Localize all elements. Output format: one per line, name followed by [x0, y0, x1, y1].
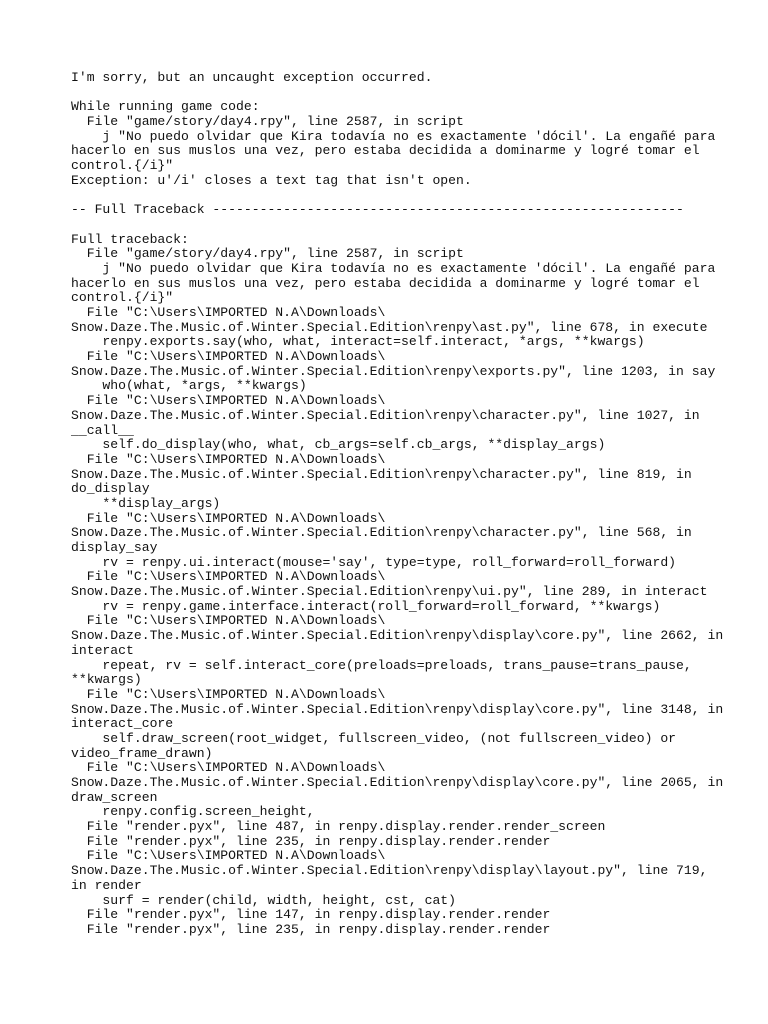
- traceback-line: Full traceback:: [71, 231, 189, 247]
- traceback-line: Snow.Daze.The.Music.of.Winter.Special.Edition\renpy\character.py", line 819, in: [71, 466, 692, 482]
- traceback-line: **kwargs): [71, 672, 142, 688]
- traceback-line: While running game code:: [71, 99, 260, 115]
- traceback-line: File "render.pyx", line 235, in renpy.display.render.render: [71, 921, 551, 937]
- traceback-line: control.{/i}": [71, 290, 174, 306]
- traceback-line: self.do_display(who, what, cb_args=self.cb_args, **display_args): [71, 437, 606, 453]
- traceback-line: surf = render(child, width, height, cst, cat): [71, 892, 457, 908]
- traceback-line: repeat, rv = self.interact_core(preloads=preloads, trans_pause=trans_pause,: [71, 657, 692, 673]
- traceback-line: Snow.Daze.The.Music.of.Winter.Special.Edition\renpy\display\core.py", line 2662, in: [71, 628, 724, 644]
- traceback-line: rv = renpy.game.interface.interact(roll_forward=roll_forward, **kwargs): [71, 598, 661, 614]
- traceback-line: __call__: [71, 422, 134, 438]
- traceback-line: File "C:\Users\IMPORTED N.A\Downloads\: [71, 760, 386, 776]
- traceback-line: File "C:\Users\IMPORTED N.A\Downloads\: [71, 569, 386, 585]
- traceback-line: Snow.Daze.The.Music.of.Winter.Special.Edition\renpy\character.py", line 568, in: [71, 525, 692, 541]
- traceback-line: Snow.Daze.The.Music.of.Winter.Special.Edition\renpy\character.py", line 1027, in: [71, 407, 700, 423]
- traceback-line: File "render.pyx", line 235, in renpy.display.render.render: [71, 833, 551, 849]
- traceback-line: Snow.Daze.The.Music.of.Winter.Special.Edition\renpy\ast.py", line 678, in execute: [71, 319, 708, 335]
- traceback-line: Snow.Daze.The.Music.of.Winter.Special.Edition\renpy\display\layout.py", line 719,: [71, 863, 708, 879]
- traceback-line: draw_screen: [71, 789, 158, 805]
- traceback-line: renpy.exports.say(who, what, interact=self.interact, *args, **kwargs): [71, 334, 645, 350]
- traceback-line: File "render.pyx", line 147, in renpy.display.render.render: [71, 907, 551, 923]
- traceback-line: File "C:\Users\IMPORTED N.A\Downloads\: [71, 686, 386, 702]
- traceback-line: Snow.Daze.The.Music.of.Winter.Special.Edition\renpy\display\core.py", line 2065, in: [71, 775, 724, 790]
- traceback-line: File "game/story/day4.rpy", line 2587, in script: [71, 246, 464, 262]
- traceback-line: -- Full Traceback ------------------------------------------------------------: [71, 202, 684, 218]
- traceback-line: interact_core: [71, 716, 174, 732]
- traceback-line: I'm sorry, but an uncaught exception occurred.: [71, 70, 433, 85]
- traceback-line: hacerlo en sus muslos una vez, pero estaba decidida a dominarme y logré tomar el: [71, 275, 700, 291]
- traceback-line: Snow.Daze.The.Music.of.Winter.Special.Edition\renpy\ui.py", line 289, in interact: [71, 584, 708, 600]
- traceback-line: File "C:\Users\IMPORTED N.A\Downloads\: [71, 393, 386, 409]
- traceback-line: hacerlo en sus muslos una vez, pero estaba decidida a dominarme y logré tomar el: [71, 143, 700, 159]
- traceback-line: interact: [71, 642, 134, 658]
- traceback-line: File "C:\Users\IMPORTED N.A\Downloads\: [71, 848, 386, 864]
- traceback-document: [71, 71, 731, 938]
- traceback-line: who(what, *args, **kwargs): [71, 378, 307, 394]
- traceback-line: [71, 86, 731, 101]
- traceback-line: video_frame_drawn): [71, 745, 213, 761]
- traceback-line: rv = renpy.ui.interact(mouse='say', type=type, roll_forward=roll_forward): [71, 554, 677, 570]
- traceback-line: File "C:\Users\IMPORTED N.A\Downloads\: [71, 451, 386, 467]
- traceback-line: in render: [71, 877, 142, 893]
- traceback-line: File "game/story/day4.rpy", line 2587, in script: [71, 114, 464, 130]
- traceback-line: **display_args): [71, 495, 221, 511]
- traceback-line: Snow.Daze.The.Music.of.Winter.Special.Edition\renpy\display\core.py", line 3148, in: [71, 701, 724, 717]
- traceback-line: [71, 218, 731, 233]
- traceback-line: Snow.Daze.The.Music.of.Winter.Special.Edition\renpy\exports.py", line 1203, in say: [71, 363, 716, 379]
- traceback-line: [71, 189, 731, 204]
- traceback-line: j "No puedo olvidar que Kira todavía no es exactamente 'dócil'. La engañé para: [71, 128, 716, 144]
- traceback-line: renpy.config.screen_height,: [71, 804, 315, 820]
- traceback-line: File "C:\Users\IMPORTED N.A\Downloads\: [71, 510, 386, 526]
- traceback-line: j "No puedo olvidar que Kira todavía no es exactamente 'dócil'. La engañé para: [71, 260, 716, 276]
- traceback-line: File "C:\Users\IMPORTED N.A\Downloads\: [71, 349, 386, 365]
- traceback-line: display_say: [71, 540, 158, 555]
- traceback-line: File "C:\Users\IMPORTED N.A\Downloads\: [71, 613, 386, 629]
- traceback-line: do_display: [71, 481, 150, 497]
- traceback-line: Exception: u'/i' closes a text tag that isn't open.: [71, 172, 472, 188]
- traceback-line: File "C:\Users\IMPORTED N.A\Downloads\: [71, 305, 386, 320]
- traceback-line: control.{/i}": [71, 158, 174, 174]
- traceback-line: self.draw_screen(root_widget, fullscreen_video, (not fullscreen_video) or: [71, 730, 677, 746]
- traceback-line: File "render.pyx", line 487, in renpy.display.render.render_screen: [71, 819, 606, 835]
